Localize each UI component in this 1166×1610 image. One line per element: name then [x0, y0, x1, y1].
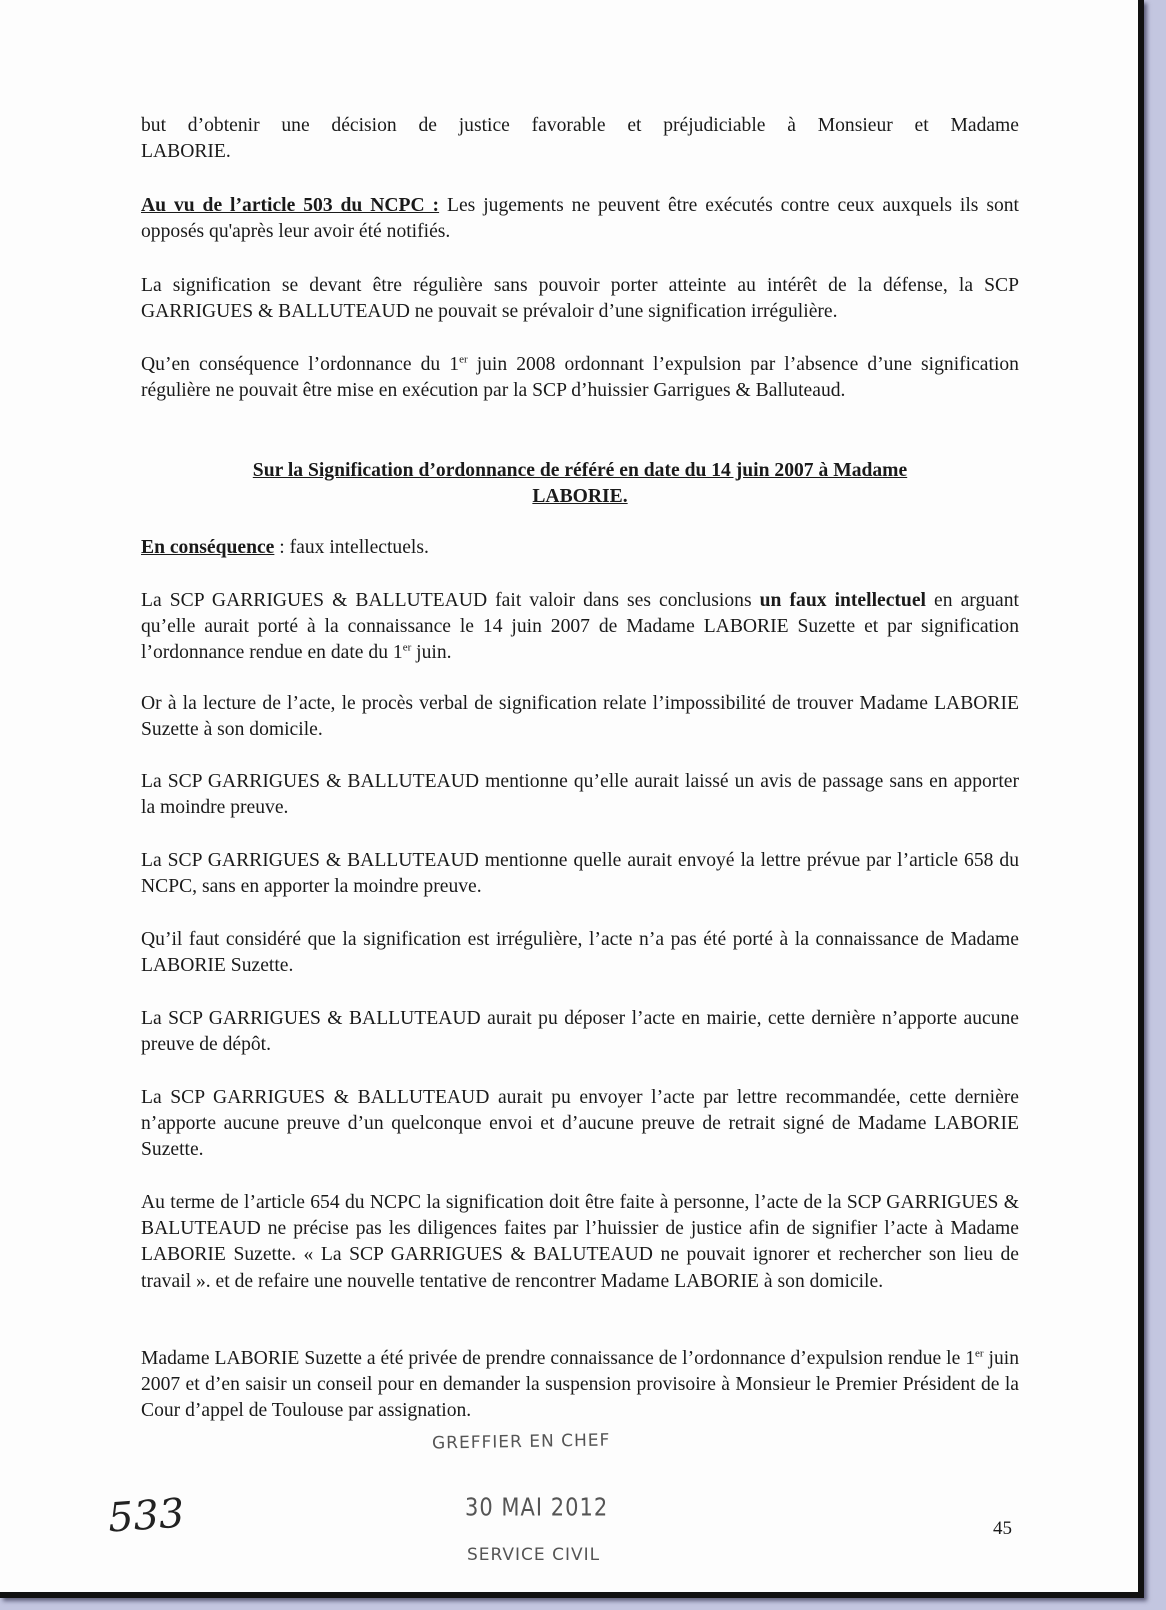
p4-text-b: juin 2008 ordonnant l’expulsion par l’absence d’une signification régulière ne pouvait être mise en exécution par la SCP d’huissier Garrigues & Balluteaud.	[141, 354, 1019, 402]
p13-text: Au terme de l’article 654 du NCPC la signification doit être faite à personne, l’acte de la SCP GARRIGUES & BALUTEAUD ne précise pas les diligences faites par l’huissier de justice afin de signifier l’acte à Madame LABORIE Suzette. « La SCP GARRIGUES & BALUTEAUD ne pouvait ignorer et rechercher son lieu de travail ». et de refaire une nouvelle tentative de rencontrer Madame LABORIE à son domicile.	[141, 1192, 1019, 1292]
article-503-text: Les jugements ne peuvent être exécutés contre ceux auxquels ils sont opposés qu'après leur avoir été notifiés.	[141, 195, 1019, 243]
paragraph-10	[141, 927, 1019, 979]
p10-text: Qu’il faut considéré que la signification est irrégulière, l’acte n’a pas été porté à la connaissance de Madame LABORIE Suzette.	[141, 929, 1019, 977]
p12-text: La SCP GARRIGUES & BALLUTEAUD aurait pu envoyer l’acte par lettre recommandée, cette dernière n’apporte aucune preuve d’un quelconque envoi et d’aucune preuve de retrait signé de Madame LABORIE Suzette.	[141, 1087, 1019, 1161]
paragraph-4	[141, 352, 1019, 404]
paragraph-1	[141, 113, 1019, 165]
p6-bold: un faux intellectuel	[759, 590, 926, 611]
paragraph-12	[141, 1085, 1019, 1164]
p1-line1: but d’obtenir une décision de justice favorable et préjudiciable à Monsieur et Madame	[141, 115, 1019, 136]
stamp-greffier: GREFFIER EN CHEF	[431, 1430, 611, 1454]
paragraph-13	[141, 1190, 1019, 1295]
paragraph-8	[141, 769, 1019, 821]
paragraph-3	[141, 273, 1019, 325]
section-heading	[141, 458, 1019, 510]
p3-text: La signification se devant être régulière sans pouvoir porter atteinte au intérêt de la défense, la SCP GARRIGUES & BALLUTEAUD ne pouvait se prévaloir d’une signification irrégulière.	[141, 275, 1019, 323]
heading-line1: Sur la Signification d’ordonnance de référé en date du 14 juin 2007 à Madame	[252, 460, 908, 481]
p14-sup: er	[975, 1347, 984, 1360]
p1-line2: LABORIE.	[141, 141, 231, 163]
paragraph-article-503	[141, 193, 1019, 245]
paragraph-9	[141, 848, 1019, 900]
article-503-label: Au vu de l’article 503 du NCPC :	[141, 195, 440, 216]
paragraph-11	[141, 1006, 1019, 1058]
paragraph-consequence	[141, 535, 1019, 561]
p9-text: La SCP GARRIGUES & BALLUTEAUD mentionne quelle aurait envoyé la lettre prévue par l’article 658 du NCPC, sans en apporter la moindre preuve.	[141, 850, 1019, 898]
p6-text-b: en arguant qu’elle aurait porté à la connaissance le 14 juin 2007 de Madame LABORIE Suzette et par signification l’ordonnance rendue en date du 1	[141, 590, 1019, 664]
p14-text-a: Madame LABORIE Suzette a été privée de prendre connaissance de l’ordonnance d’expulsion rendue le 1	[141, 1348, 976, 1369]
p6-sup: er	[402, 641, 412, 654]
stamp-date: 30 MAI 2012	[465, 1492, 609, 1522]
p4-sup: er	[459, 353, 468, 366]
p6-text-c: juin.	[411, 642, 452, 664]
heading-line2: LABORIE.	[532, 486, 628, 508]
p14-text-b: juin 2007 et d’en saisir un conseil pour en demander la suspension provisoire à Monsieur le Premier Président de la Cour d’appel de Toulouse par assignation.	[141, 1348, 1019, 1422]
document-body	[141, 0, 1019, 1592]
p7-text: Or à la lecture de l’acte, le procès verbal de signification relate l’impossibilité de trouver Madame LABORIE Suzette à son domicile.	[141, 693, 1019, 741]
p6-text-a: La SCP GARRIGUES & BALLUTEAUD fait valoir dans ses conclusions	[141, 590, 760, 611]
paragraph-7	[141, 691, 1019, 743]
consequence-label: En conséquence	[141, 537, 275, 558]
p4-text-a: Qu’en conséquence l’ordonnance du 1	[141, 354, 460, 375]
stamp-service: SERVICE CIVIL	[467, 1545, 601, 1565]
page-number: 45	[993, 1518, 1012, 1539]
paragraph-6	[141, 588, 1019, 667]
p11-text: La SCP GARRIGUES & BALLUTEAUD aurait pu déposer l’acte en mairie, cette dernière n’apporte aucune preuve de dépôt.	[141, 1008, 1019, 1056]
paragraph-14	[141, 1346, 1019, 1425]
handwritten-number: 533	[106, 1490, 186, 1542]
consequence-text: : faux intellectuels.	[274, 537, 429, 558]
p8-text: La SCP GARRIGUES & BALLUTEAUD mentionne qu’elle aurait laissé un avis de passage sans en apporter la moindre preuve.	[141, 771, 1019, 819]
